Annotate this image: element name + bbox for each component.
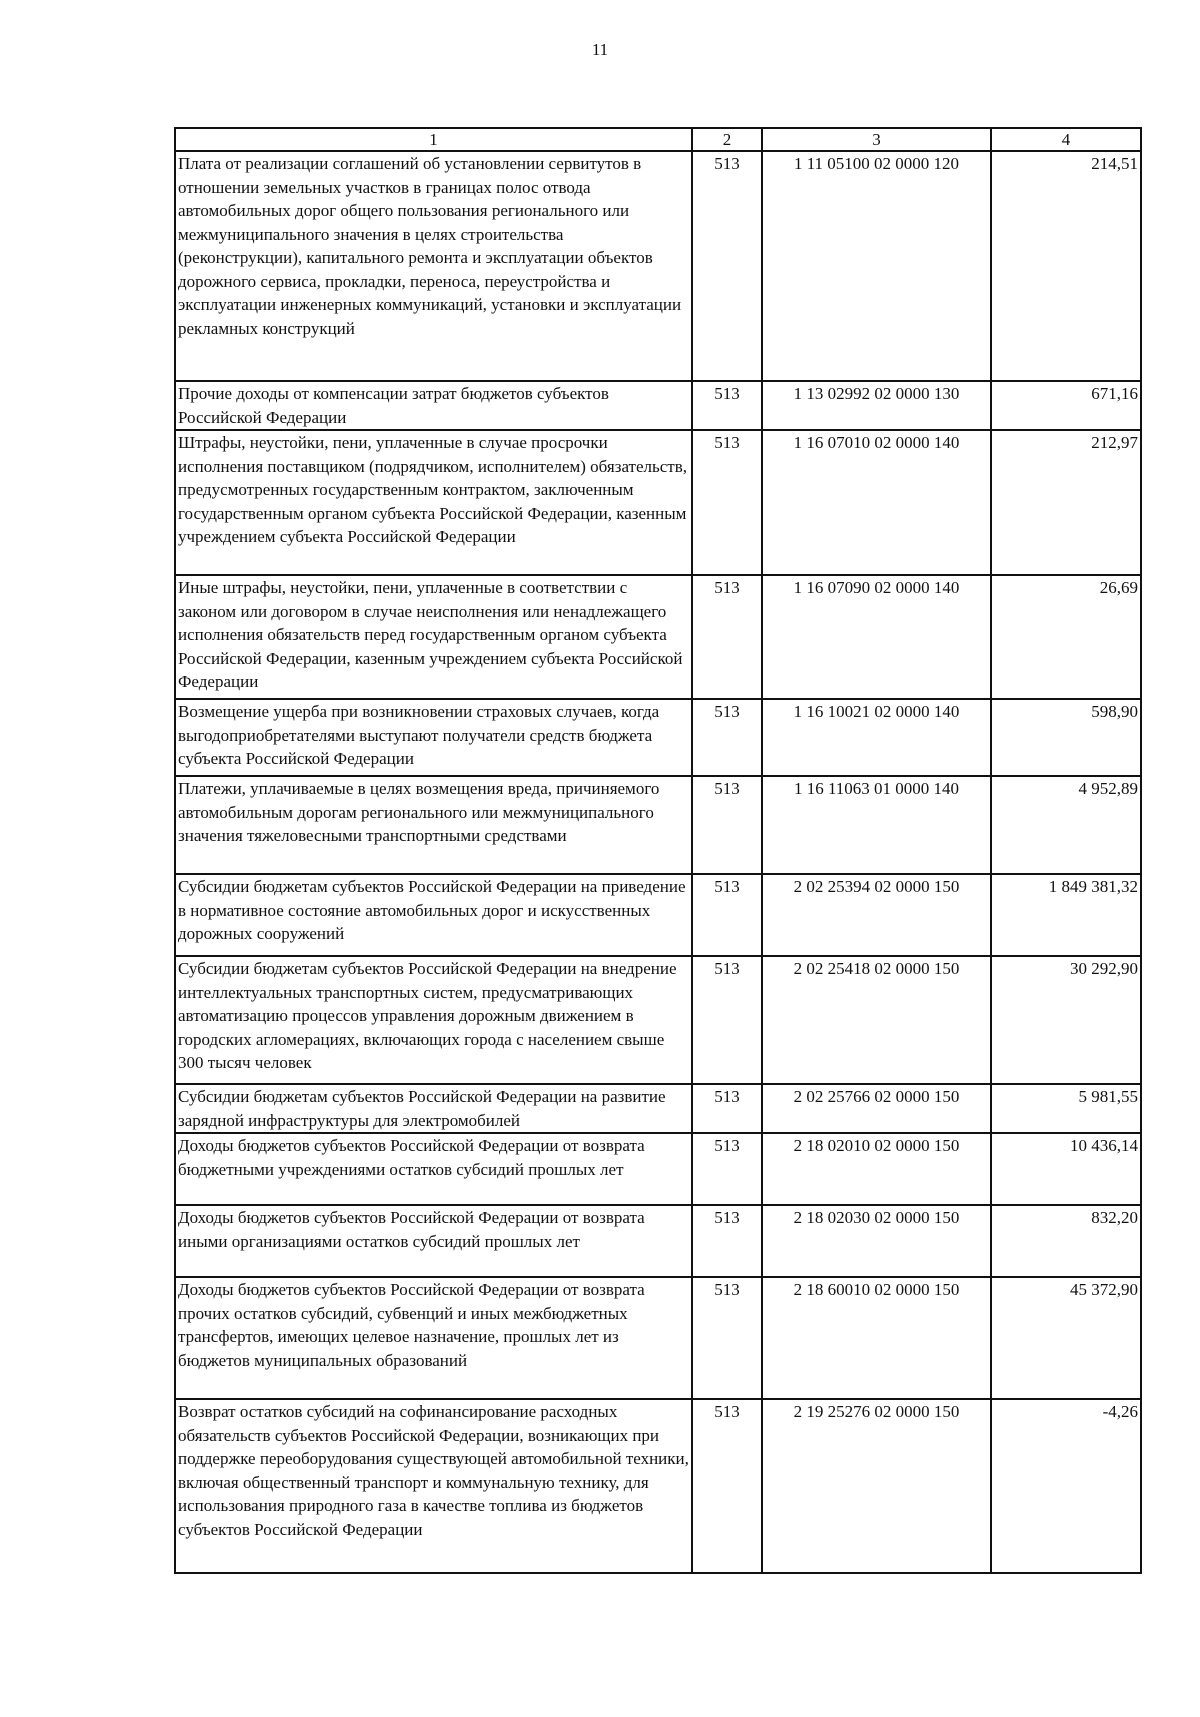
- column-header-name: 1: [175, 128, 692, 151]
- row-amount: 212,97: [991, 430, 1141, 575]
- row-classification-code: 2 18 02030 02 0000 150: [762, 1205, 991, 1277]
- row-admin-code: 513: [692, 575, 762, 699]
- table-row: [175, 956, 1141, 1084]
- table-row: [175, 381, 1141, 430]
- table-row: [175, 1399, 1141, 1573]
- row-amount: 214,51: [991, 151, 1141, 381]
- table-row: [175, 151, 1141, 381]
- table-row: [175, 776, 1141, 874]
- row-name: Штрафы, неустойки, пени, уплаченные в случае просрочки исполнения поставщиком (подрядчиком, исполнителем) обязательств, предусмотренных государственным контрактом, заключенным государственным органом субъекта Российской Федерации, казенным учреждением субъекта Российской Федерации: [175, 430, 692, 575]
- row-admin-code: 513: [692, 874, 762, 956]
- table-row: [175, 575, 1141, 699]
- row-amount: 26,69: [991, 575, 1141, 699]
- row-name: Возмещение ущерба при возникновении страховых случаев, когда выгодоприобретателями выступают получатели средств бюджета субъекта Российской Федерации: [175, 699, 692, 776]
- row-amount: 10 436,14: [991, 1133, 1141, 1205]
- table-row: [175, 1084, 1141, 1133]
- revenue-table: [174, 127, 1142, 1574]
- row-amount: 598,90: [991, 699, 1141, 776]
- row-classification-code: 1 16 10021 02 0000 140: [762, 699, 991, 776]
- row-name: Субсидии бюджетам субъектов Российской Федерации на приведение в нормативное состояние автомобильных дорог и искусственных дорожных сооружений: [175, 874, 692, 956]
- column-header-amount: 4: [991, 128, 1141, 151]
- row-admin-code: 513: [692, 151, 762, 381]
- row-admin-code: 513: [692, 430, 762, 575]
- row-classification-code: 1 16 11063 01 0000 140: [762, 776, 991, 874]
- row-admin-code: 513: [692, 1277, 762, 1399]
- table-row: [175, 874, 1141, 956]
- row-classification-code: 2 02 25418 02 0000 150: [762, 956, 991, 1084]
- row-classification-code: 2 02 25766 02 0000 150: [762, 1084, 991, 1133]
- row-amount: 30 292,90: [991, 956, 1141, 1084]
- row-name: Субсидии бюджетам субъектов Российской Федерации на внедрение интеллектуальных транспортных систем, предусматривающих автоматизацию процессов управления дорожным движением в городских агломерациях, включающих города с населением свыше 300 тысяч человек: [175, 956, 692, 1084]
- row-admin-code: 513: [692, 1084, 762, 1133]
- row-name: Доходы бюджетов субъектов Российской Федерации от возврата бюджетными учреждениями остатков субсидий прошлых лет: [175, 1133, 692, 1205]
- row-classification-code: 2 18 60010 02 0000 150: [762, 1277, 991, 1399]
- page-number: 11: [591, 40, 609, 59]
- table-row: [175, 1277, 1141, 1399]
- row-amount: 1 849 381,32: [991, 874, 1141, 956]
- row-name: Доходы бюджетов субъектов Российской Федерации от возврата иными организациями остатков субсидий прошлых лет: [175, 1205, 692, 1277]
- row-classification-code: 1 13 02992 02 0000 130: [762, 381, 991, 430]
- row-amount: 832,20: [991, 1205, 1141, 1277]
- row-admin-code: 513: [692, 1205, 762, 1277]
- table-row: [175, 430, 1141, 575]
- row-admin-code: 513: [692, 956, 762, 1084]
- table-row: [175, 1133, 1141, 1205]
- row-name: Субсидии бюджетам субъектов Российской Федерации на развитие зарядной инфраструктуры для электромобилей: [175, 1084, 692, 1133]
- row-name: Иные штрафы, неустойки, пени, уплаченные в соответствии с законом или договором в случае неисполнения или ненадлежащего исполнения обязательств перед государственным органом субъекта Российской Федерации, казенным учреждением субъекта Российской Федерации: [175, 575, 692, 699]
- row-name: Возврат остатков субсидий на софинансирование расходных обязательств субъектов Российской Федерации, возникающих при поддержке переоборудования существующей автомобильной техники, включая общественный транспорт и коммунальную технику, для использования природного газа в качестве топлива из бюджетов субъектов Российской Федерации: [175, 1399, 692, 1573]
- column-header-code: 3: [762, 128, 991, 151]
- row-admin-code: 513: [692, 699, 762, 776]
- row-classification-code: 2 19 25276 02 0000 150: [762, 1399, 991, 1573]
- row-name: Прочие доходы от компенсации затрат бюджетов субъектов Российской Федерации: [175, 381, 692, 430]
- row-classification-code: 1 16 07010 02 0000 140: [762, 430, 991, 575]
- row-classification-code: 1 16 07090 02 0000 140: [762, 575, 991, 699]
- row-amount: 5 981,55: [991, 1084, 1141, 1133]
- row-classification-code: 2 18 02010 02 0000 150: [762, 1133, 991, 1205]
- row-amount: 671,16: [991, 381, 1141, 430]
- row-name: Платежи, уплачиваемые в целях возмещения вреда, причиняемого автомобильным дорогам регионального или межмуниципального значения тяжеловесными транспортными средствами: [175, 776, 692, 874]
- row-amount: -4,26: [991, 1399, 1141, 1573]
- row-classification-code: 1 11 05100 02 0000 120: [762, 151, 991, 381]
- table-row: [175, 699, 1141, 776]
- row-name: Плата от реализации соглашений об установлении сервитутов в отношении земельных участков в границах полос отвода автомобильных дорог общего пользования регионального или межмуниципального значения в целях строительства (реконструкции), капитального ремонта и эксплуатации объектов дорожного сервиса, прокладки, переноса, переустройства и эксплуатации инженерных коммуникаций, установки и эксплуатации рекламных конструкций: [175, 151, 692, 381]
- row-admin-code: 513: [692, 776, 762, 874]
- row-amount: 4 952,89: [991, 776, 1141, 874]
- row-admin-code: 513: [692, 381, 762, 430]
- table-header-row: [175, 128, 1141, 151]
- row-classification-code: 2 02 25394 02 0000 150: [762, 874, 991, 956]
- row-admin-code: 513: [692, 1399, 762, 1573]
- row-name: Доходы бюджетов субъектов Российской Федерации от возврата прочих остатков субсидий, субвенций и иных межбюджетных трансфертов, имеющих целевое назначение, прошлых лет из бюджетов муниципальных образований: [175, 1277, 692, 1399]
- row-amount: 45 372,90: [991, 1277, 1141, 1399]
- column-header-admin: 2: [692, 128, 762, 151]
- table-row: [175, 1205, 1141, 1277]
- row-admin-code: 513: [692, 1133, 762, 1205]
